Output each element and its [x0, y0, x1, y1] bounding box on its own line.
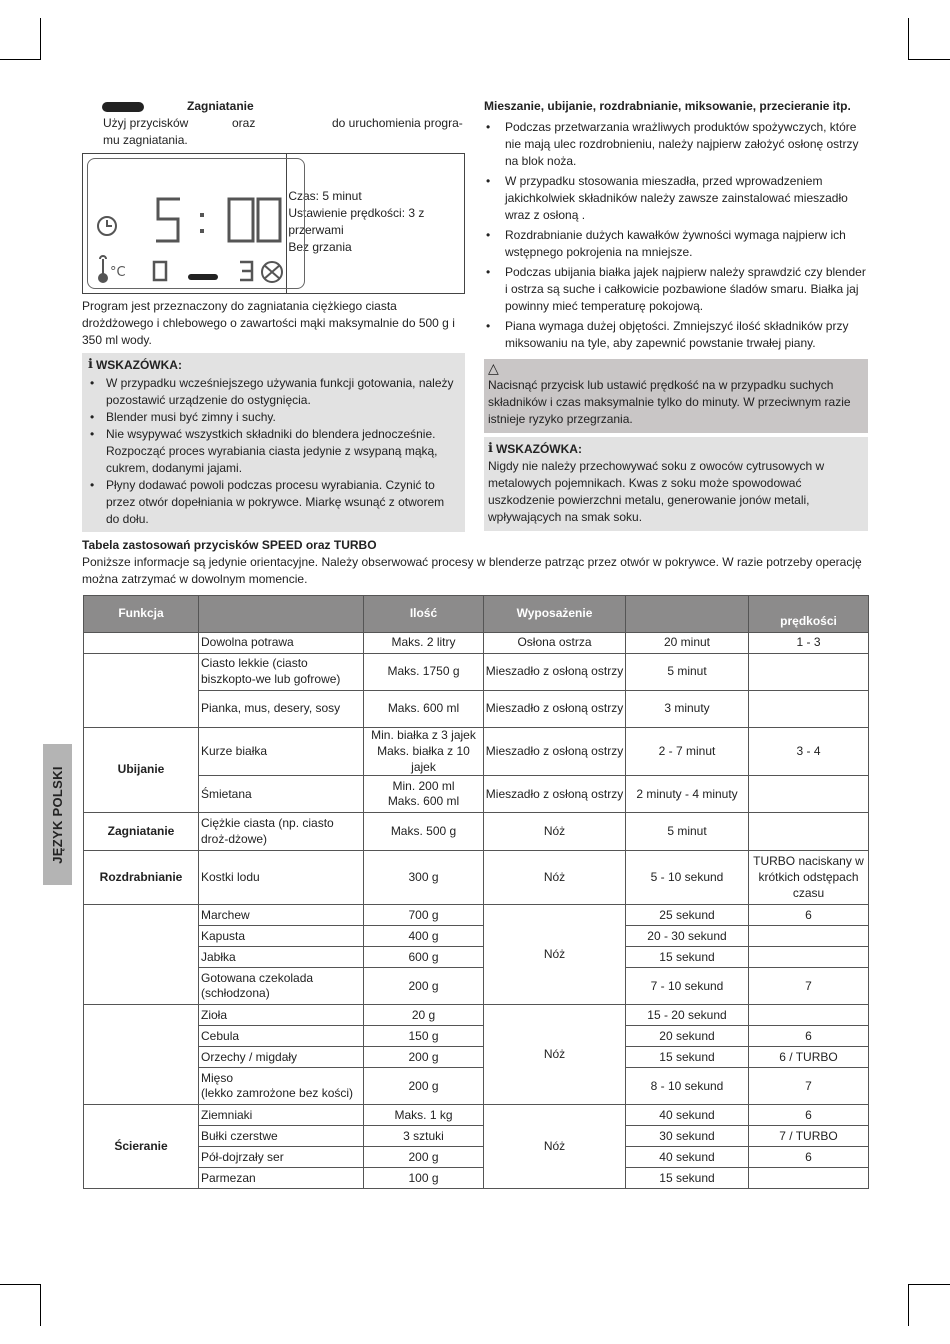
speed-cell: [749, 776, 869, 813]
speed-cell: 1 - 3: [749, 633, 869, 654]
group-cell: [84, 633, 199, 654]
col-header: [199, 596, 364, 633]
group-cell: Ubijanie: [84, 728, 199, 813]
crop-mark: [908, 18, 909, 60]
food-cell: Jabłka: [199, 947, 364, 968]
time-cell: 15 - 20 sekund: [626, 1005, 749, 1026]
speed-cell: TURBO naciskany w krótkich odstępach czasu: [749, 851, 869, 905]
food-cell: Ciężkie ciasta (np. ciasto droż-dżowe): [199, 813, 364, 851]
table-header-row: [84, 596, 869, 633]
table-row: [84, 1126, 869, 1147]
tool-cell: Nóż: [484, 1005, 626, 1105]
amount-cell: Min. 200 ml Maks. 600 ml: [364, 776, 484, 813]
group-cell: Zagniatanie: [84, 813, 199, 851]
time-cell: 20 minut: [626, 633, 749, 654]
tool-cell: Mieszadło z osłoną ostrzy: [484, 728, 626, 776]
language-label: JĘZYK POLSKI: [49, 765, 65, 864]
lcd-display-graphic: [88, 159, 306, 290]
speed-cell: 6: [749, 1026, 869, 1047]
table-row: [84, 633, 869, 654]
display-settings: [287, 154, 464, 293]
tool-cell: Nóż: [484, 813, 626, 851]
tool-cell: Nóż: [484, 1105, 626, 1189]
warning-box: [484, 359, 868, 432]
speed-cell: [749, 926, 869, 947]
speed-cell: 3 - 4: [749, 728, 869, 776]
tool-cell: Nóż: [484, 905, 626, 1005]
crop-mark: [908, 59, 950, 60]
table-row: [84, 1005, 869, 1026]
tip-box: [82, 353, 465, 532]
setting-speed: Ustawienie prędkości: 3 z przerwami: [288, 206, 425, 238]
table-row: [84, 926, 869, 947]
amount-cell: 700 g: [364, 905, 484, 926]
warning-triangle-icon: △: [488, 360, 499, 377]
food-cell: Kostki lodu: [199, 851, 364, 905]
speed-cell: [749, 947, 869, 968]
intro-text-b: oraz: [232, 116, 256, 130]
crop-mark: [40, 1284, 41, 1326]
time-cell: 30 sekund: [626, 1126, 749, 1147]
crop-mark: [0, 59, 41, 60]
speed-cell: 6: [749, 1105, 869, 1126]
time-cell: 25 sekund: [626, 905, 749, 926]
tip-box-citrus: [484, 437, 868, 531]
tip-title: WSKAZÓWKA:: [95, 357, 182, 372]
speed-cell: 7: [749, 1068, 869, 1105]
amount-cell: 100 g: [364, 1168, 484, 1189]
food-cell: Ziemniaki: [199, 1105, 364, 1126]
program-description: Program jest przeznaczony do zagniatania ciężkiego ciasta drożdżowego i chlebowego o zawartości mąki maksymalnie do 500 g i 350 ml wody.: [82, 299, 455, 348]
group-cell: Ścieranie: [84, 1105, 199, 1189]
tool-cell: Mieszadło z osłoną ostrzy: [484, 691, 626, 728]
speed-cell: [749, 1168, 869, 1189]
tip-title: WSKAZÓWKA:: [495, 441, 582, 456]
col-header: Funkcja: [84, 596, 199, 633]
food-cell: Zioła: [199, 1005, 364, 1026]
time-cell: 40 sekund: [626, 1147, 749, 1168]
speed-cell: 6: [749, 905, 869, 926]
kneading-heading: [82, 98, 465, 115]
crop-mark: [40, 18, 41, 60]
intro-text-a: Użyj przycisków: [103, 116, 189, 130]
amount-cell: 400 g: [364, 926, 484, 947]
amount-cell: Maks. 1 kg: [364, 1105, 484, 1126]
mixing-item: • Piana wymaga dużej objętości. Zmniejszyć ilość składników przy miksowaniu na tyle, aby zapewnić powstanie trwałej piany.: [484, 318, 868, 352]
amount-cell: 20 g: [364, 1005, 484, 1026]
time-cell: 15 sekund: [626, 947, 749, 968]
food-cell: Śmietana: [199, 776, 364, 813]
amount-cell: Maks. 1750 g: [364, 654, 484, 691]
crop-mark: [908, 1284, 909, 1326]
kneading-title: Zagniatanie: [187, 99, 254, 113]
time-cell: 15 sekund: [626, 1168, 749, 1189]
time-cell: 20 sekund: [626, 1026, 749, 1047]
group-cell: Rozdrabnianie: [84, 851, 199, 905]
tool-cell: Mieszadło z osłoną ostrzy: [484, 776, 626, 813]
kneading-intro: [82, 115, 465, 149]
time-cell: 2 minuty - 4 minuty: [626, 776, 749, 813]
time-cell: 7 - 10 sekund: [626, 968, 749, 1005]
time-cell: 5 minut: [626, 813, 749, 851]
mixing-section: [484, 98, 868, 531]
mixing-heading: Mieszanie, ubijanie, rozdrabnianie, miksowanie, przecieranie itp.: [484, 99, 851, 113]
time-digits: [156, 199, 280, 241]
table-row: [84, 1047, 869, 1068]
amount-cell: 150 g: [364, 1026, 484, 1047]
amount-cell: Maks. 500 g: [364, 813, 484, 851]
time-cell: 8 - 10 sekund: [626, 1068, 749, 1105]
table-row: [84, 691, 869, 728]
table-row: [84, 1026, 869, 1047]
setting-heat: Bez grzania: [288, 240, 352, 255]
mixing-item: • Podczas przetwarzania wrażliwych produktów spożywczych, które nie mają ulec rozdrobnieniu, należy najpierw założyć osłonę ostrzy na blok noża.: [484, 119, 868, 170]
table-row: [84, 851, 869, 905]
food-cell: Parmezan: [199, 1168, 364, 1189]
amount-cell: 3 sztuki: [364, 1126, 484, 1147]
speed-digit: [240, 262, 252, 280]
table-title: Tabela zastosowań przycisków SPEED oraz TURBO: [82, 538, 377, 552]
mixing-item: • Rozdrabnianie dużych kawałków żywności wymaga najpierw ich wstępnego pokrojenia na mniejsze.: [484, 227, 868, 261]
clock-icon: [98, 217, 116, 235]
time-cell: 40 sekund: [626, 1105, 749, 1126]
paddle-indicator: [188, 274, 218, 280]
speed-cell: 6 / TURBO: [749, 1047, 869, 1068]
crop-mark: [0, 1284, 41, 1285]
kneading-paddle-icon: [102, 102, 144, 112]
tip-text: Nigdy nie należy przechowywać soku z owoców cytrusowych w metalowych pojemnikach. Kwas z soku może spowodować uszkodzenie powierzchni metalu, generowanie jonów metali, wpływających na smak soku.: [488, 459, 825, 525]
mixing-item: • Podczas ubijania białka jajek najpierw należy sprawdzić czy blender i ostrza są suche i całkowicie pozbawione śladów smaru. Białka jaj powinny mieć temperaturę pokojową.: [484, 264, 868, 315]
kneading-section: [82, 98, 465, 532]
col-header: Ilość: [364, 596, 484, 633]
table-row: [84, 905, 869, 926]
food-cell: Bułki czerstwe: [199, 1126, 364, 1147]
info-icon: ℹ: [88, 357, 93, 373]
thermometer-icon: [99, 256, 126, 282]
speed-table-section: [82, 537, 868, 588]
table-row: [84, 947, 869, 968]
table-row: [84, 728, 869, 776]
amount-cell: 200 g: [364, 1047, 484, 1068]
tool-cell: Mieszadło z osłoną ostrzy: [484, 654, 626, 691]
table-intro: Poniższe informacje są jedynie orientacyjne. Należy obserwować procesy w blenderze patrząc przez otwór w pokrywce. W razie potrzeby operację można zatrzymać w dowolnym momencie.: [82, 555, 862, 587]
amount-cell: Maks. 2 litry: [364, 633, 484, 654]
speed-cell: [749, 691, 869, 728]
crop-mark: [908, 1284, 950, 1285]
time-cell: 3 minuty: [626, 691, 749, 728]
tip-item: • Płyny dodawać powoli podczas procesu wyrabiania. Czynić to przez otwór dopełniania w pokrywce. Miarkę wsunąć z otworem do dołu.: [88, 477, 459, 528]
tip-item: • Blender musi być zimny i suchy.: [88, 409, 459, 426]
speed-cell: 7: [749, 968, 869, 1005]
time-cell: 5 - 10 sekund: [626, 851, 749, 905]
food-cell: Mięso (lekko zamrożone bez kości): [199, 1068, 364, 1105]
amount-cell: 200 g: [364, 1068, 484, 1105]
info-icon: ℹ: [488, 440, 493, 456]
food-cell: Dowolna potrawa: [199, 633, 364, 654]
food-cell: Orzechy / migdały: [199, 1047, 364, 1068]
blade-icon: [262, 262, 282, 282]
speed-table: [83, 595, 869, 1189]
intro-text-c: do uruchomienia progra-: [332, 116, 463, 130]
time-cell: 5 minut: [626, 654, 749, 691]
food-cell: Kurze białka: [199, 728, 364, 776]
mixing-item: • W przypadku stosowania mieszadła, przed wprowadzeniem jakichkolwiek składników należy zawsze zainstalować mieszadło wraz z osłoną .: [484, 173, 868, 224]
food-cell: Pianka, mus, desery, sosy: [199, 691, 364, 728]
food-cell: Gotowana czekolada (schłodzona): [199, 968, 364, 1005]
tool-cell: Osłona ostrza: [484, 633, 626, 654]
time-cell: 20 - 30 sekund: [626, 926, 749, 947]
table-row: [84, 776, 869, 813]
table-row: [84, 968, 869, 1005]
food-cell: Pół-dojrzały ser: [199, 1147, 364, 1168]
time-cell: 15 sekund: [626, 1047, 749, 1068]
intro-text-d: mu zagniatania.: [103, 133, 188, 148]
table-row: [84, 1105, 869, 1126]
group-cell: [84, 1005, 199, 1105]
amount-cell: 300 g: [364, 851, 484, 905]
warning-text: Nacisnąć przycisk lub ustawić prędkość na w przypadku suchych składników i czas maksymalnie tylko do minuty. W przeciwnym razie istnieje ryzyko przegrzania.: [488, 377, 851, 426]
amount-cell: Maks. 600 ml: [364, 691, 484, 728]
table-row: [84, 1168, 869, 1189]
amount-cell: 200 g: [364, 1147, 484, 1168]
food-cell: Cebula: [199, 1026, 364, 1047]
table-row: [84, 1147, 869, 1168]
group-cell: [84, 905, 199, 1005]
food-cell: Marchew: [199, 905, 364, 926]
tip-item: • Nie wsypywać wszystkich składniki do blendera jednocześnie. Rozpocząć proces wyrabiania ciasta jedynie z wsypaną mąką, cukrem, dodanymi jajami.: [88, 426, 459, 477]
tip-item: • W przypadku wcześniejszego używania funkcji gotowania, należy pozostawić urządzenie do ostygnięcia.: [88, 375, 459, 409]
food-cell: Ciasto lekkie (ciasto biszkopto-we lub gofrowe): [199, 654, 364, 691]
speed-cell: [749, 1005, 869, 1026]
amount-cell: 600 g: [364, 947, 484, 968]
col-header: Wyposażenie: [484, 596, 626, 633]
col-header: [626, 596, 749, 633]
speed-cell: [749, 654, 869, 691]
table-row: [84, 654, 869, 691]
display-illustration: [82, 153, 465, 294]
lcd-panel: [83, 154, 287, 293]
speed-cell: 6: [749, 1147, 869, 1168]
svg-text:°C: °C: [110, 265, 126, 281]
amount-cell: 200 g: [364, 968, 484, 1005]
table-row: [84, 1068, 869, 1105]
time-cell: 2 - 7 minut: [626, 728, 749, 776]
speed-cell: 7 / TURBO: [749, 1126, 869, 1147]
col-header: prędkości: [749, 596, 869, 633]
language-side-tab: [43, 744, 72, 885]
food-cell: Kapusta: [199, 926, 364, 947]
temp-digit: [154, 262, 166, 280]
table-row: [84, 813, 869, 851]
setting-time: Czas: 5 minut: [288, 189, 362, 204]
tool-cell: Nóż: [484, 851, 626, 905]
group-cell: [84, 654, 199, 728]
amount-cell: Min. białka z 3 jajek Maks. białka z 10 jajek: [364, 728, 484, 776]
speed-cell: [749, 813, 869, 851]
